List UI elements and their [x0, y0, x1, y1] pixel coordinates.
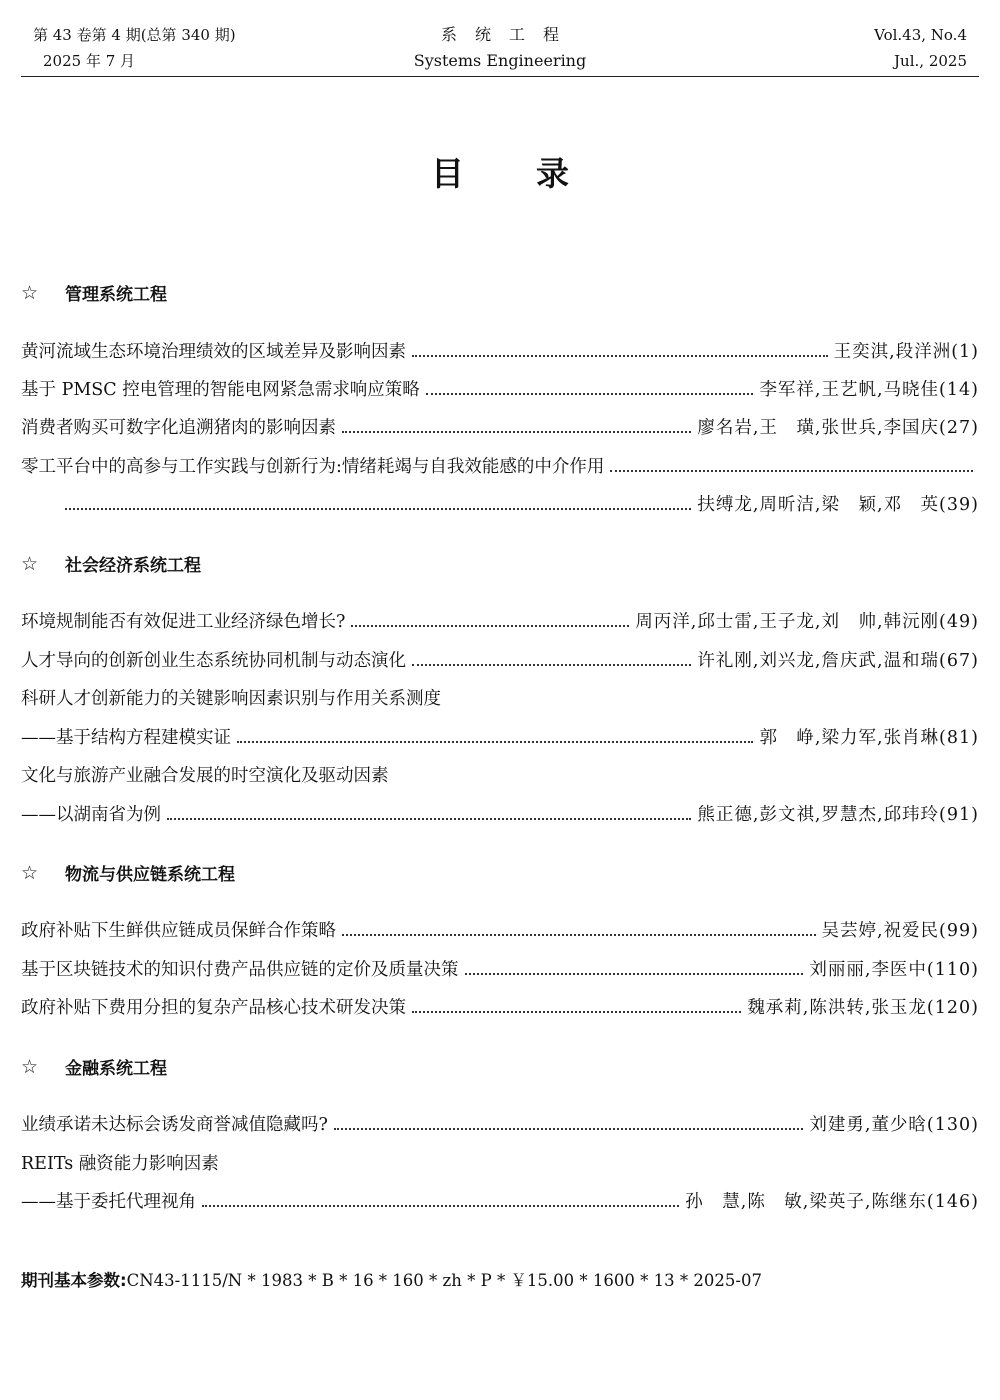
section-title: 社会经济系统工程 — [65, 556, 201, 576]
toc-entry-subtitle-line[interactable] — [21, 798, 979, 826]
article-authors-page: 扶缚龙,周昕洁,梁 颖,邓 英(39) — [697, 495, 979, 515]
journal-parameters — [21, 1267, 762, 1291]
article-authors-page: 郭 峥,梁力军,张肖琳(81) — [759, 728, 979, 748]
toc-entry-title-line[interactable] — [21, 1147, 979, 1175]
star-icon: ☆ — [21, 861, 39, 884]
toc-entry-subtitle-line[interactable] — [21, 1185, 979, 1213]
toc-entry[interactable] — [21, 1108, 979, 1136]
toc-entry[interactable] — [21, 914, 979, 942]
article-title: 黄河流域生态环境治理绩效的区域差异及影响因素 — [21, 342, 406, 362]
article-subtitle: ——以湖南省为例 — [21, 805, 161, 825]
article-title: 业绩承诺未达标会诱发商誉减值隐藏吗? — [21, 1115, 328, 1135]
article-authors-page: 王奕淇,段洋洲(1) — [833, 342, 979, 362]
leader-dots — [610, 470, 973, 472]
leader-dots — [167, 818, 691, 820]
leader-dots — [412, 1011, 741, 1013]
toc-entry-subtitle-line[interactable] — [21, 721, 979, 749]
article-title: 基于 PMSC 控电管理的智能电网紧急需求响应策略 — [21, 380, 420, 400]
date-cn: 2025 年 7 月 — [43, 52, 136, 70]
journal-name-en: Systems Engineering — [413, 51, 587, 70]
running-header — [21, 14, 979, 77]
leader-dots — [412, 355, 828, 357]
toc-entry-continuation[interactable] — [65, 488, 979, 516]
leader-dots — [65, 508, 691, 510]
section-title: 物流与供应链系统工程 — [65, 865, 235, 885]
article-authors-page: 李军祥,王艺帆,马晓佳(14) — [759, 380, 979, 400]
article-authors-page: 刘建勇,董少晗(130) — [809, 1115, 979, 1135]
toc-entry[interactable] — [21, 373, 979, 401]
article-authors-page: 周丙洋,邱士雷,王子龙,刘 帅,韩沅刚(49) — [635, 612, 979, 632]
article-title: 科研人才创新能力的关键影响因素识别与作用关系测度 — [21, 689, 441, 709]
journal-name-cn: 系统工程 — [440, 25, 577, 44]
issue-info-en — [874, 22, 967, 74]
article-authors-page: 熊正德,彭文祺,罗慧杰,邱玮玲(91) — [697, 805, 979, 825]
section-heading — [21, 1054, 167, 1079]
toc-entry[interactable] — [21, 991, 979, 1019]
leader-dots — [237, 741, 753, 743]
article-authors-page: 孙 慧,陈 敏,梁英子,陈继东(146) — [685, 1192, 979, 1212]
leader-dots — [465, 973, 804, 975]
article-authors-page: 吴芸婷,祝爱民(99) — [821, 921, 979, 941]
leader-dots — [342, 934, 816, 936]
article-title: 零工平台中的高参与工作实践与创新行为:情绪耗竭与自我效能感的中介作用 — [21, 457, 605, 477]
article-title: 环境规制能否有效促进工业经济绿色增长? — [21, 612, 346, 632]
parameters-label: 期刊基本参数: — [21, 1271, 127, 1290]
article-title: 消费者购买可数字化追溯猪肉的影响因素 — [21, 418, 336, 438]
leader-dots — [412, 664, 691, 666]
star-icon: ☆ — [21, 1055, 39, 1078]
article-subtitle: ——基于结构方程建模实证 — [21, 728, 231, 748]
leader-dots — [351, 625, 629, 627]
section-heading — [21, 860, 235, 885]
leader-dots — [334, 1128, 803, 1130]
toc-entry[interactable] — [21, 411, 979, 439]
article-title: 政府补贴下生鲜供应链成员保鲜合作策略 — [21, 921, 336, 941]
leader-dots — [426, 393, 754, 395]
parameters-value: CN43-1115/N * 1983 * B * 16 * 160 * zh * P * ￥15.00 * 1600 * 13 * 2025-07 — [126, 1271, 762, 1290]
article-title: 政府补贴下费用分担的复杂产品核心技术研发决策 — [21, 998, 406, 1018]
date-en: Jul., 2025 — [894, 52, 967, 70]
toc-entry[interactable] — [21, 335, 979, 363]
section-title: 管理系统工程 — [65, 285, 167, 305]
toc-entry[interactable] — [21, 953, 979, 981]
toc-entry[interactable] — [21, 605, 979, 633]
volume-issue-en: Vol.43, No.4 — [874, 26, 967, 44]
article-authors-page: 廖名岩,王 璜,张世兵,李国庆(27) — [697, 418, 979, 438]
article-authors-page: 许礼刚,刘兴龙,詹庆武,温和瑞(67) — [697, 651, 979, 671]
section-title: 金融系统工程 — [65, 1059, 167, 1079]
toc-entry-title-line[interactable] — [21, 759, 979, 787]
page-title: 目录 — [431, 154, 641, 193]
star-icon: ☆ — [21, 281, 39, 304]
star-icon: ☆ — [21, 552, 39, 575]
article-title: 基于区块链技术的知识付费产品供应链的定价及质量决策 — [21, 960, 459, 980]
section-heading — [21, 280, 167, 305]
toc-entry-title-line[interactable] — [21, 450, 979, 478]
article-title: 文化与旅游产业融合发展的时空演化及驱动因素 — [21, 766, 389, 786]
article-title: REITs 融资能力影响因素 — [21, 1154, 219, 1174]
article-authors-page: 刘丽丽,李医中(110) — [809, 960, 979, 980]
toc-entry-title-line[interactable] — [21, 682, 979, 710]
leader-dots — [342, 431, 691, 433]
section-heading — [21, 551, 201, 576]
article-authors-page: 魏承莉,陈洪转,张玉龙(120) — [747, 998, 979, 1018]
article-subtitle: ——基于委托代理视角 — [21, 1192, 196, 1212]
volume-issue-cn: 第 43 卷第 4 期(总第 340 期) — [33, 26, 236, 44]
toc-entry[interactable] — [21, 644, 979, 672]
article-title: 人才导向的创新创业生态系统协同机制与动态演化 — [21, 651, 406, 671]
journal-name — [21, 22, 979, 74]
leader-dots — [202, 1205, 679, 1207]
